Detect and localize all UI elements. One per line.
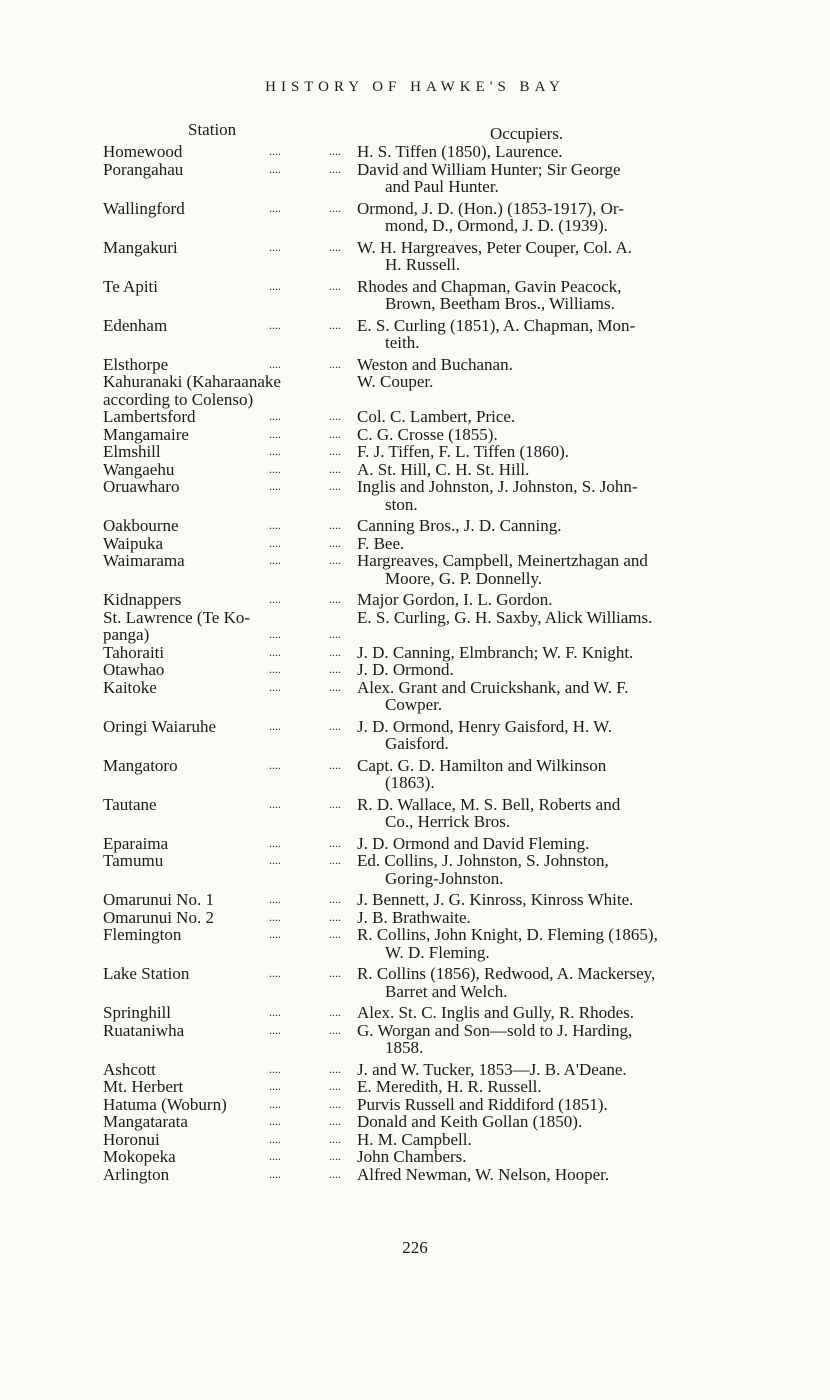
station-name — [103, 356, 349, 374]
occupiers-cell — [357, 426, 773, 444]
station-name-line: panga) — [103, 625, 150, 644]
leader-dots: .... — [329, 718, 341, 733]
station-name — [103, 661, 349, 679]
station-name-line: Kidnappers — [103, 590, 182, 609]
leader-dots: .... — [269, 966, 281, 980]
occupiers-line: Alfred Newman, W. Nelson, Hooper. — [357, 1164, 610, 1184]
station-name — [103, 757, 349, 775]
station-name — [103, 1166, 349, 1184]
occupiers-line: Capt. G. D. Hamilton and Wilkinson — [357, 755, 607, 775]
leader-dots: .... — [269, 200, 281, 215]
leader-dots: .... — [269, 627, 281, 641]
occupiers-cell — [357, 408, 773, 426]
occupiers-line: R. Collins (1856), Redwood, A. Mackersey, — [357, 964, 656, 983]
leader-dots: .... — [329, 479, 341, 493]
station-name-line: Homewood — [103, 142, 183, 161]
station-name-line: Wallingford — [103, 198, 185, 218]
occupiers-cell — [357, 278, 773, 313]
occupiers-cell — [357, 161, 773, 196]
leader-dots: .... — [329, 757, 341, 772]
station-name-line: Tahoraiti — [103, 642, 165, 662]
leader-dots: .... — [329, 144, 341, 158]
occupiers-cell — [357, 239, 773, 274]
occupiers-line: ston. — [385, 494, 418, 514]
occupiers-line: John Chambers. — [357, 1147, 467, 1166]
occupiers-cell — [357, 373, 773, 408]
station-name — [103, 373, 349, 408]
table-row — [103, 1148, 773, 1166]
occupiers-line: Brown, Beetham Bros., Williams. — [385, 294, 615, 313]
leader-dots: .... — [329, 892, 341, 906]
occupiers-line: W. H. Hargreaves, Peter Couper, Col. A. — [357, 237, 633, 257]
table-row — [103, 644, 773, 662]
station-name — [103, 909, 349, 927]
leader-dots: .... — [329, 356, 341, 371]
occupiers-line: Major Gordon, I. L. Gordon. — [357, 590, 553, 609]
leader-dots: .... — [329, 796, 341, 811]
leader-dots: .... — [269, 479, 281, 493]
occupiers-line: Barret and Welch. — [385, 981, 508, 1001]
table-row — [103, 1004, 773, 1022]
table-row — [103, 239, 773, 274]
station-name — [103, 535, 349, 553]
leader-dots: .... — [269, 718, 281, 733]
table-row — [103, 552, 773, 587]
occupiers-cell — [357, 143, 773, 161]
occupiers-line: mond, D., Ormond, J. D. (1939). — [385, 216, 608, 235]
station-name — [103, 552, 349, 570]
occupiers-cell — [357, 552, 773, 587]
station-name — [103, 679, 349, 697]
station-name — [103, 1113, 349, 1131]
occupiers-line: J. D. Ormond. — [357, 660, 454, 679]
leader-dots: .... — [329, 1096, 341, 1111]
leader-dots: .... — [269, 239, 281, 254]
occupiers-line: J. D. Canning, Elmbranch; W. F. Knight. — [357, 642, 634, 662]
leader-dots: .... — [329, 278, 341, 293]
leader-dots: .... — [269, 1114, 281, 1128]
leader-dots: .... — [269, 1079, 281, 1093]
station-name-line: Hatuma (Woburn) — [103, 1094, 227, 1114]
table-row — [103, 1061, 773, 1079]
leader-dots: .... — [269, 644, 281, 659]
occupiers-line: David and William Hunter; Sir George — [357, 159, 621, 179]
station-name-line: Omarunui No. 2 — [103, 907, 214, 927]
occupiers-cell — [357, 200, 773, 235]
occupiers-cell — [357, 591, 773, 609]
station-name — [103, 1022, 349, 1040]
table-row — [103, 757, 773, 792]
leader-dots: .... — [329, 161, 341, 176]
occupiers-cell — [357, 609, 773, 644]
occupiers-line: J. Bennett, J. G. Kinross, Kinross White. — [357, 890, 634, 909]
occupiers-line: F. Bee. — [357, 533, 405, 553]
table-row — [103, 1166, 773, 1184]
table-row — [103, 661, 773, 679]
occupiers-line: (1863). — [385, 773, 435, 792]
station-name-line: Wangaehu — [103, 459, 175, 479]
occupiers-line: H. Russell. — [385, 255, 461, 274]
table-row — [103, 461, 773, 479]
leader-dots: .... — [269, 356, 281, 371]
table-row — [103, 356, 773, 374]
leader-dots: .... — [269, 835, 281, 850]
leader-dots: .... — [329, 662, 341, 676]
table-row — [103, 796, 773, 831]
station-name — [103, 478, 349, 496]
table-row — [103, 609, 773, 644]
table-row — [103, 200, 773, 235]
table-row — [103, 478, 773, 513]
station-name-line: Elsthorpe — [103, 354, 169, 374]
occupiers-line: teith. — [385, 333, 420, 352]
station-name-line: Eparaima — [103, 833, 169, 853]
table-row — [103, 517, 773, 535]
occupiers-cell — [357, 796, 773, 831]
leader-dots: .... — [329, 553, 341, 567]
station-name — [103, 591, 349, 609]
occupiers-cell — [357, 356, 773, 374]
station-name — [103, 317, 349, 335]
station-name-line: Te Apiti — [103, 276, 159, 296]
station-name — [103, 796, 349, 814]
occupiers-line: E. S. Curling (1851), A. Chapman, Mon- — [357, 315, 636, 335]
occupiers-cell — [357, 1166, 773, 1184]
occupiers-line: Weston and Buchanan. — [357, 354, 513, 374]
station-name-line: Tamumu — [103, 851, 164, 870]
leader-dots: .... — [329, 317, 341, 332]
leader-dots: .... — [269, 757, 281, 772]
leader-dots: .... — [269, 796, 281, 811]
occupiers-line: W. Couper. — [357, 372, 434, 391]
leader-dots: .... — [269, 444, 281, 458]
station-name-line: Oakbourne — [103, 516, 179, 535]
station-name — [103, 1148, 349, 1166]
occupiers-cell — [357, 679, 773, 714]
occupiers-cell — [357, 317, 773, 352]
table-row — [103, 535, 773, 553]
leader-dots: .... — [329, 1005, 341, 1019]
occupiers-line: Moore, G. P. Donnelly. — [385, 568, 543, 588]
table-row — [103, 1022, 773, 1057]
station-name — [103, 443, 349, 461]
occupiers-cell — [357, 461, 773, 479]
occupiers-cell — [357, 661, 773, 679]
station-name-line: Kaitoke — [103, 677, 157, 697]
occupiers-cell — [357, 443, 773, 461]
table-row — [103, 679, 773, 714]
leader-dots: .... — [329, 644, 341, 659]
occupiers-cell — [357, 965, 773, 1000]
occupiers-line: F. J. Tiffen, F. L. Tiffen (1860). — [357, 442, 570, 461]
leader-dots: .... — [269, 144, 281, 158]
leader-dots: .... — [269, 317, 281, 332]
table-row — [103, 143, 773, 161]
table-row — [103, 161, 773, 196]
occupiers-line: H. M. Campbell. — [357, 1129, 472, 1149]
leader-dots: .... — [329, 592, 341, 606]
leader-dots: .... — [329, 927, 341, 941]
occupiers-line: Ormond, J. D. (Hon.) (1853-1917), Or- — [357, 198, 624, 218]
leader-dots: .... — [269, 662, 281, 676]
station-name-line: Lake Station — [103, 964, 190, 983]
occupiers-line: Inglis and Johnston, J. Johnston, S. John- — [357, 477, 638, 496]
table-row — [103, 317, 773, 352]
station-name-line: Oringi Waiaruhe — [103, 716, 217, 736]
occupiers-line: Goring-Johnston. — [385, 868, 504, 888]
stations-table — [103, 143, 773, 1183]
station-name-line: Springhill — [103, 1003, 172, 1022]
station-name — [103, 1004, 349, 1022]
occupiers-cell — [357, 1148, 773, 1166]
leader-dots: .... — [329, 1114, 341, 1128]
station-name — [103, 278, 349, 296]
table-row — [103, 373, 773, 408]
station-name — [103, 1078, 349, 1096]
occupiers-line: C. G. Crosse (1855). — [357, 424, 498, 444]
occupiers-cell — [357, 535, 773, 553]
occupiers-cell — [357, 926, 773, 961]
occupiers-line: Alex. St. C. Inglis and Gully, R. Rhodes. — [357, 1003, 635, 1022]
station-name-line: Mangatoro — [103, 755, 178, 775]
leader-dots: .... — [329, 679, 341, 694]
occupiers-line: Alex. Grant and Cruickshank, and W. F. — [357, 677, 629, 697]
leader-dots: .... — [269, 592, 281, 606]
table-row — [103, 443, 773, 461]
station-name — [103, 239, 349, 257]
leader-dots: .... — [269, 409, 281, 423]
occupiers-cell — [357, 644, 773, 662]
leader-dots: .... — [329, 426, 341, 441]
leader-dots: .... — [329, 239, 341, 254]
occupiers-line: H. S. Tiffen (1850), Laurence. — [357, 142, 563, 161]
leader-dots: .... — [329, 1166, 341, 1181]
station-name-line: according to Colenso) — [103, 389, 254, 409]
leader-dots: .... — [269, 426, 281, 441]
leader-dots: .... — [269, 1149, 281, 1163]
occupiers-line: R. Collins, John Knight, D. Fleming (1865), — [357, 925, 658, 944]
occupiers-cell — [357, 852, 773, 887]
station-name-line: Mangatarata — [103, 1112, 188, 1131]
table-row — [103, 835, 773, 853]
leader-dots: .... — [269, 853, 281, 867]
occupiers-line: Col. C. Lambert, Price. — [357, 407, 516, 426]
station-name-line: Mt. Herbert — [103, 1077, 184, 1096]
occupiers-cell — [357, 891, 773, 909]
occupiers-line: and Paul Hunter. — [385, 177, 499, 196]
leader-dots: .... — [329, 1149, 341, 1163]
leader-dots: .... — [269, 679, 281, 694]
occupiers-cell — [357, 757, 773, 792]
leader-dots: .... — [269, 535, 281, 550]
station-name — [103, 835, 349, 853]
leader-dots: .... — [329, 518, 341, 532]
station-name-line: Lambertsford — [103, 407, 196, 426]
occupiers-line: Rhodes and Chapman, Gavin Peacock, — [357, 276, 622, 296]
station-name — [103, 408, 349, 426]
station-name-line: Ruataniwha — [103, 1020, 185, 1040]
occupiers-cell — [357, 478, 773, 513]
occupiers-line — [357, 391, 773, 409]
station-name — [103, 461, 349, 479]
station-name — [103, 426, 349, 444]
table-row — [103, 278, 773, 313]
leader-dots: .... — [269, 518, 281, 532]
leader-dots: .... — [329, 1061, 341, 1076]
occupiers-line: A. St. Hill, C. H. St. Hill. — [357, 459, 530, 479]
table-row — [103, 408, 773, 426]
occupiers-line: E. Meredith, H. R. Russell. — [357, 1077, 542, 1096]
leader-dots: .... — [269, 553, 281, 567]
station-name-line: Edenham — [103, 315, 168, 335]
occupiers-line: Gaisford. — [385, 734, 449, 753]
station-name — [103, 852, 349, 870]
station-name-line: Ashcott — [103, 1059, 156, 1079]
occupiers-line: Hargreaves, Campbell, Meinertzhagan and — [357, 551, 648, 570]
station-name-line: Elmshill — [103, 442, 161, 461]
table-row — [103, 1096, 773, 1114]
table-row — [103, 1113, 773, 1131]
occupiers-cell — [357, 1131, 773, 1149]
station-name-line: Otawhao — [103, 660, 165, 679]
station-name-line: Tautane — [103, 794, 157, 814]
leader-dots: .... — [269, 1005, 281, 1019]
occupiers-cell — [357, 1096, 773, 1114]
leader-dots: .... — [329, 1022, 341, 1037]
station-name-line: Waimarama — [103, 551, 185, 570]
station-name — [103, 891, 349, 909]
leader-dots: .... — [269, 1166, 281, 1181]
station-name-line: Arlington — [103, 1164, 170, 1184]
table-row — [103, 965, 773, 1000]
station-name — [103, 161, 349, 179]
occupiers-cell — [357, 835, 773, 853]
occupiers-line: W. D. Fleming. — [385, 942, 490, 962]
occupiers-line: Cowper. — [385, 695, 443, 714]
occupiers-cell — [357, 909, 773, 927]
station-name-line: St. Lawrence (Te Ko- — [103, 607, 251, 627]
occupiers-line: R. D. Wallace, M. S. Bell, Roberts and — [357, 794, 621, 814]
leader-dots: .... — [329, 444, 341, 458]
table-row — [103, 926, 773, 961]
station-name — [103, 143, 349, 161]
leader-dots: .... — [269, 278, 281, 293]
occupiers-cell — [357, 1022, 773, 1057]
leader-dots: .... — [269, 161, 281, 176]
station-name-line: Porangahau — [103, 159, 184, 179]
station-name — [103, 965, 349, 983]
station-name — [103, 609, 349, 644]
station-name — [103, 200, 349, 218]
occupiers-line: Purvis Russell and Riddiford (1851). — [357, 1094, 608, 1114]
occupiers-line: J. B. Brathwaite. — [357, 907, 471, 927]
station-name-line: Flemington — [103, 925, 182, 944]
occupiers-line: 1858. — [385, 1038, 424, 1057]
leader-dots: .... — [269, 1131, 281, 1146]
leader-dots: .... — [329, 200, 341, 215]
leader-dots: .... — [269, 892, 281, 906]
occupiers-line: E. S. Curling, G. H. Saxby, Alick Williams. — [357, 607, 653, 627]
table-row — [103, 718, 773, 753]
leader-dots: .... — [329, 909, 341, 924]
leader-dots: .... — [329, 966, 341, 980]
table-row — [103, 1078, 773, 1096]
station-name-line: Mokopeka — [103, 1147, 176, 1166]
leader-dots: .... — [269, 1022, 281, 1037]
occupiers-cell — [357, 718, 773, 753]
table-row — [103, 591, 773, 609]
leader-dots: .... — [269, 461, 281, 476]
station-name-line: Mangamaire — [103, 424, 189, 444]
station-name — [103, 644, 349, 662]
leader-dots: .... — [329, 535, 341, 550]
occupiers-cell — [357, 517, 773, 535]
occupiers-cell — [357, 1061, 773, 1079]
table-row — [103, 909, 773, 927]
station-name-line: Horonui — [103, 1129, 160, 1149]
station-name — [103, 1061, 349, 1079]
leader-dots: .... — [329, 1131, 341, 1146]
occupiers-line: G. Worgan and Son—sold to J. Harding, — [357, 1020, 633, 1040]
station-name — [103, 926, 349, 944]
occupiers-line: J. D. Ormond, Henry Gaisford, H. W. — [357, 716, 612, 736]
station-name — [103, 517, 349, 535]
occupiers-line: Canning Bros., J. D. Canning. — [357, 516, 562, 535]
running-header: HISTORY OF HAWKE'S BAY — [265, 79, 565, 95]
column-header-occupiers: Occupiers. — [490, 124, 564, 143]
leader-dots: .... — [329, 409, 341, 423]
occupiers-line: Ed. Collins, J. Johnston, S. Johnston, — [357, 851, 609, 870]
leader-dots: .... — [329, 835, 341, 850]
occupiers-cell — [357, 1113, 773, 1131]
leader-dots: .... — [329, 1079, 341, 1093]
occupiers-line: J. D. Ormond and David Fleming. — [357, 833, 590, 853]
occupiers-cell — [357, 1004, 773, 1022]
table-row — [103, 1131, 773, 1149]
leader-dots: .... — [269, 927, 281, 941]
column-header-station: Station — [188, 120, 237, 139]
leader-dots: .... — [269, 1061, 281, 1076]
page-number: 226 — [402, 1238, 428, 1257]
occupiers-line: Donald and Keith Gollan (1850). — [357, 1112, 583, 1131]
station-name-line: Omarunui No. 1 — [103, 890, 214, 909]
occupiers-cell — [357, 1078, 773, 1096]
leader-dots: .... — [269, 1096, 281, 1111]
leader-dots: .... — [329, 461, 341, 476]
leader-dots: .... — [269, 909, 281, 924]
table-row — [103, 852, 773, 887]
station-name-line: Waipuka — [103, 533, 163, 553]
leader-dots: .... — [329, 853, 341, 867]
occupiers-line: Co., Herrick Bros. — [385, 812, 511, 831]
table-row — [103, 891, 773, 909]
leader-dots: .... — [329, 627, 341, 641]
table-row — [103, 426, 773, 444]
station-name — [103, 1096, 349, 1114]
station-name-line: Oruawharo — [103, 477, 180, 496]
occupiers-line — [357, 626, 773, 644]
occupiers-line: J. and W. Tucker, 1853—J. B. A'Deane. — [357, 1059, 627, 1079]
station-name-line: Mangakuri — [103, 237, 178, 257]
station-name — [103, 718, 349, 736]
station-name — [103, 1131, 349, 1149]
station-name-line: Kahuranaki (Kaharaanake — [103, 372, 281, 391]
